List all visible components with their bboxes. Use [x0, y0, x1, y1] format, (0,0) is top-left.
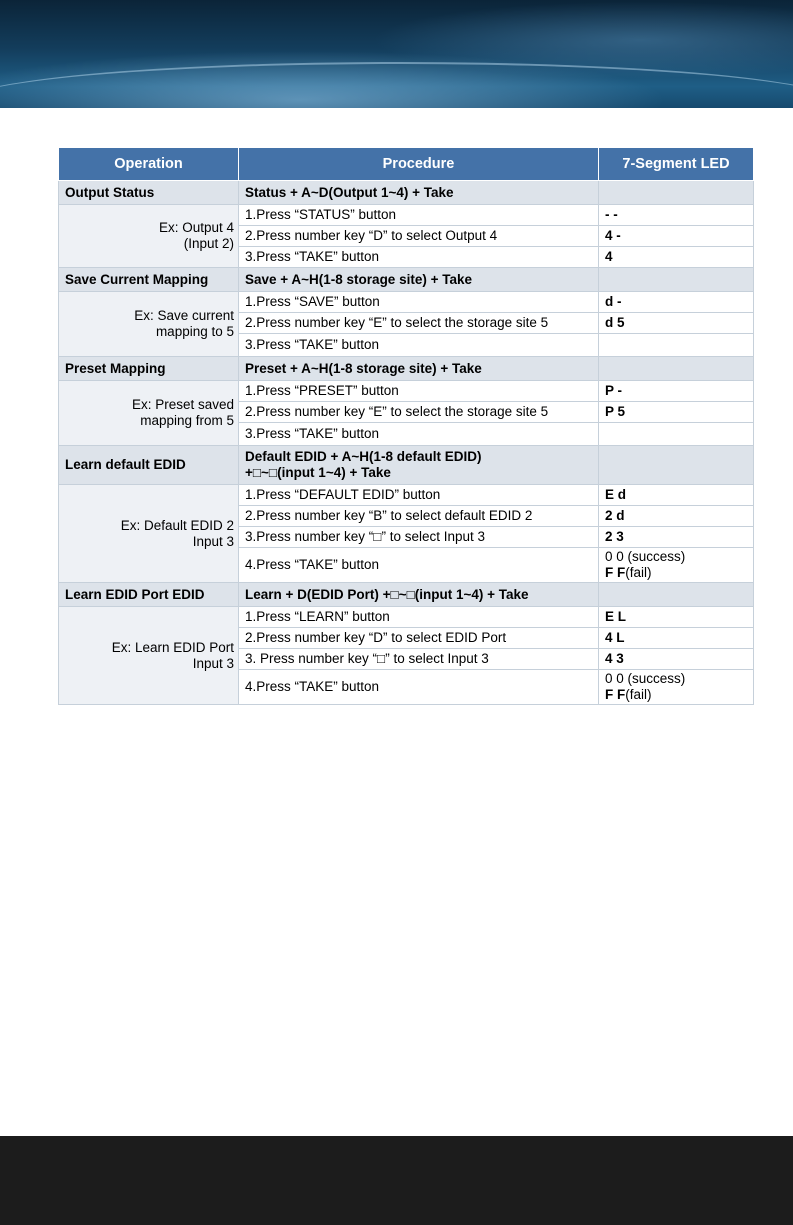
led-cell [599, 268, 754, 292]
example-cell [59, 381, 239, 446]
procedure-cell: Save + A~H(1-8 storage site) + Take [239, 268, 599, 292]
led-success: 0 0 (success) [605, 671, 686, 686]
example-line: Ex: Output 4 [158, 220, 234, 235]
procedure-cell [239, 446, 599, 485]
step-text: 3.Press “TAKE” button [239, 423, 599, 446]
led-value [599, 334, 754, 357]
example-cell [59, 205, 239, 268]
example-line: mapping from 5 [140, 413, 234, 428]
led-cell [599, 181, 754, 205]
led-cell [599, 357, 754, 381]
led-cell [599, 583, 754, 607]
header-row [59, 148, 754, 181]
led-fail-line [605, 687, 747, 703]
example-line: Ex: Save current [134, 308, 234, 323]
section-row-save-mapping [59, 268, 754, 292]
step-text: 3.Press “TAKE” button [239, 334, 599, 357]
led-value [599, 670, 754, 705]
operation-cell: Output Status [59, 181, 239, 205]
led-value: - - [599, 205, 754, 226]
step-text: 1.Press “PRESET” button [239, 381, 599, 402]
step-text: 2.Press number key “D” to select Output 4 [239, 226, 599, 247]
step-row [59, 205, 754, 226]
step-row [59, 485, 754, 506]
operation-cell: Save Current Mapping [59, 268, 239, 292]
led-fail-label: (fail) [625, 687, 652, 702]
section-row-preset-mapping [59, 357, 754, 381]
step-row [59, 607, 754, 628]
led-value: d 5 [599, 313, 754, 334]
step-row [59, 292, 754, 313]
header-procedure: Procedure [239, 148, 599, 181]
footer-bar [0, 1136, 793, 1225]
led-value: P - [599, 381, 754, 402]
led-value: P 5 [599, 402, 754, 423]
section-row-learn-default-edid [59, 446, 754, 485]
example-cell [59, 485, 239, 583]
banner-swoosh [0, 62, 793, 144]
step-text: 3.Press “TAKE” button [239, 247, 599, 268]
example-line: Input 3 [192, 655, 234, 671]
step-text: 2.Press number key “E” to select the storage site 5 [239, 313, 599, 334]
led-value: 4 L [599, 628, 754, 649]
example-line: Ex: Preset saved [131, 397, 234, 412]
operation-table [58, 147, 754, 705]
step-text: 2.Press number key “E” to select the storage site 5 [239, 402, 599, 423]
example-line: Ex: Default EDID 2 [120, 517, 234, 533]
step-text: 1.Press “SAVE” button [239, 292, 599, 313]
operation-cell: Learn EDID Port EDID [59, 583, 239, 607]
example-cell [59, 607, 239, 705]
procedure-line: Default EDID + A~H(1-8 default EDID) [245, 449, 482, 464]
led-value: E d [599, 485, 754, 506]
led-fail-code: F F [605, 565, 626, 580]
step-text: 4.Press “TAKE” button [239, 670, 599, 705]
step-text: 1.Press “STATUS” button [239, 205, 599, 226]
section-row-output-status [59, 181, 754, 205]
example-line: Input 3 [192, 533, 234, 549]
step-text: 4.Press “TAKE” button [239, 548, 599, 583]
procedure-line: +□~□(input 1~4) + Take [245, 465, 391, 480]
led-value: E L [599, 607, 754, 628]
example-line: (Input 2) [183, 236, 234, 251]
header-operation: Operation [59, 148, 239, 181]
led-value: 2 3 [599, 527, 754, 548]
step-text: 1.Press “DEFAULT EDID” button [239, 485, 599, 506]
step-text: 2.Press number key “B” to select default EDID 2 [239, 506, 599, 527]
step-text: 1.Press “LEARN” button [239, 607, 599, 628]
operation-cell: Learn default EDID [59, 446, 239, 485]
led-value: 2 d [599, 506, 754, 527]
procedure-cell: Status + A~D(Output 1~4) + Take [239, 181, 599, 205]
led-cell [599, 446, 754, 485]
example-cell [59, 292, 239, 357]
step-row [59, 381, 754, 402]
procedure-cell: Preset + A~H(1-8 storage site) + Take [239, 357, 599, 381]
header-banner [0, 0, 793, 108]
led-value [599, 423, 754, 446]
example-line: Ex: Learn EDID Port [111, 639, 234, 655]
section-row-learn-edid-port [59, 583, 754, 607]
step-text: 3. Press number key “□” to select Input 3 [239, 649, 599, 670]
step-text: 3.Press number key “□” to select Input 3 [239, 527, 599, 548]
operation-cell: Preset Mapping [59, 357, 239, 381]
header-led: 7-Segment LED [599, 148, 754, 181]
led-value: 4 [599, 247, 754, 268]
led-fail-label: (fail) [625, 565, 652, 580]
led-fail-line [605, 565, 747, 581]
led-value [599, 548, 754, 583]
led-success: 0 0 (success) [605, 549, 686, 564]
example-line: mapping to 5 [155, 324, 234, 339]
led-fail-code: F F [605, 687, 626, 702]
led-value: d - [599, 292, 754, 313]
step-text: 2.Press number key “D” to select EDID Port [239, 628, 599, 649]
led-value: 4 3 [599, 649, 754, 670]
procedure-cell: Learn + D(EDID Port) +□~□(input 1~4) + Take [239, 583, 599, 607]
led-value: 4 - [599, 226, 754, 247]
